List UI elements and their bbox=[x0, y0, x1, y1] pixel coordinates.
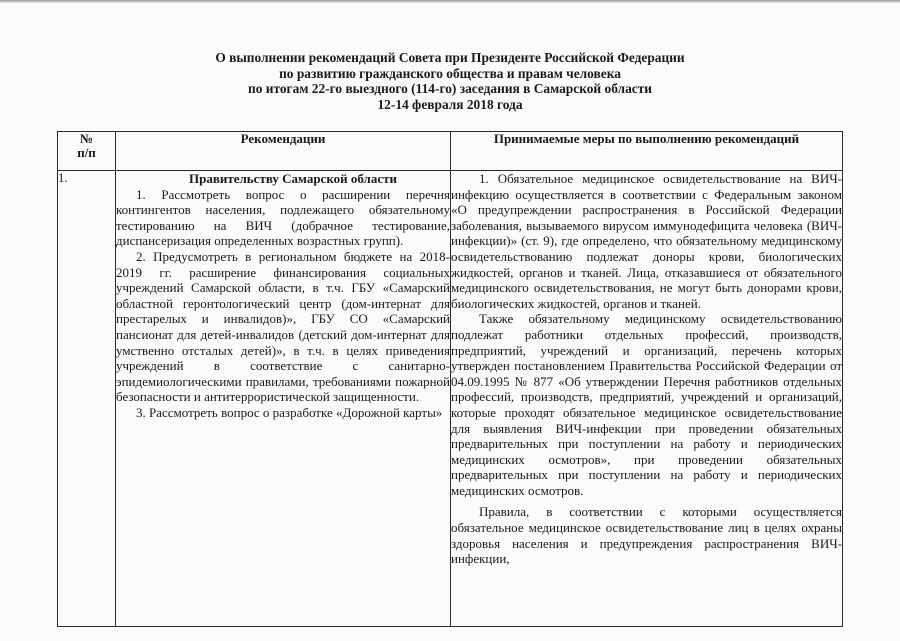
measures-cell bbox=[451, 171, 843, 627]
title-line-1: О выполнении рекомендаций Совета при Президенте Российской Федерации bbox=[215, 50, 685, 65]
title-line-3: по итогам 22-го выездного (114-го) заседания в Самарской области bbox=[247, 81, 652, 96]
header-number-abbr: п/п bbox=[77, 145, 96, 160]
header-recommendations: Рекомендации bbox=[116, 132, 451, 171]
recommendation-item: 2. Предусмотреть в региональном бюджете на 2018-2019 гг. расширение финансирования социальных учреждений Самарской области, в т.ч. ГБУ «Самарский областной геронтологический центр (дом-интернат для престарелых и инвалидов)», ГБУ СО «Самарский пансионат для детей-инвалидов (детский дом-интернат для умственно отсталых детей)», в т.ч. в целях приведения учреждений в соответствие с санитарно-эпидемиологическими правилами, требованиями пожарной безопасности и антитеррористической защищенности. bbox=[116, 248, 450, 405]
measure-paragraph: 1. Обязательное медицинское освидетельствование на ВИЧ-инфекцию осуществляется в соответствии с Федеральным законом «О предупреждении распространения в Российской Федерации заболевания, вызываемого вирусом иммунодефицита человека (ВИЧ-инфекции)» (ст. 9), где определено, что обязательному медицинскому освидетельствованию подлежат доноры крови, биологических жидкостей, органов и тканей. Лица, отказавшиеся от обязательного медицинского освидетельствования, не могут быть донорами крови, биологических жидкостей, органов и тканей. bbox=[451, 171, 842, 311]
header-measures: Принимаемые меры по выполнению рекомендаций bbox=[451, 132, 843, 171]
measure-paragraph: Правила, в соответствии с которыми осуществляется обязательное медицинское освидетельствование лиц в целях охраны здоровья населения и предупреждения распространения ВИЧ-инфекции, bbox=[451, 504, 842, 567]
header-number-symbol: № bbox=[79, 131, 94, 146]
recommendation-heading: Правительству Самарской области bbox=[189, 171, 397, 186]
title-line-2: по развитию гражданского общества и правам человека bbox=[279, 65, 621, 81]
recommendation-item: 3. Рассмотреть вопрос о разработке «Дорожной карты» bbox=[136, 404, 443, 420]
row-number: 1. bbox=[58, 171, 116, 627]
title-line-4: 12-14 февраля 2018 года bbox=[377, 96, 523, 112]
scan-edge bbox=[0, 0, 900, 3]
measure-paragraph: Также обязательному медицинскому освидетельствованию подлежат работники отдельных профессий, производств, предприятий, учреждений и организаций, перечень которых утвержден постановлением Правительства Российской Федерации от 04.09.1995 № 877 «Об утверждении Перечня работников отдельных профессий, производств, предприятий, учреждений и организаций, которые проходят обязательное медицинское освидетельствование для выявления ВИЧ-инфекции при проведении обязательных предварительных при поступлении на работу и периодических медицинских осмотров», при проведении обязательных предварительных при поступлении на работу и периодических медицинских осмотров. bbox=[451, 311, 842, 498]
header-number bbox=[58, 132, 116, 171]
document-title bbox=[0, 50, 900, 112]
table-row bbox=[58, 171, 843, 627]
recommendations-cell bbox=[116, 171, 451, 627]
recommendations-table bbox=[57, 131, 843, 627]
table-header-row bbox=[58, 132, 843, 171]
recommendation-item: 1. Рассмотреть вопрос о расширении перечня контингентов населения, подлежащего обязательному тестированию на ВИЧ (добрачное тестирование, диспансеризация определенных возрастных групп). bbox=[116, 186, 450, 249]
